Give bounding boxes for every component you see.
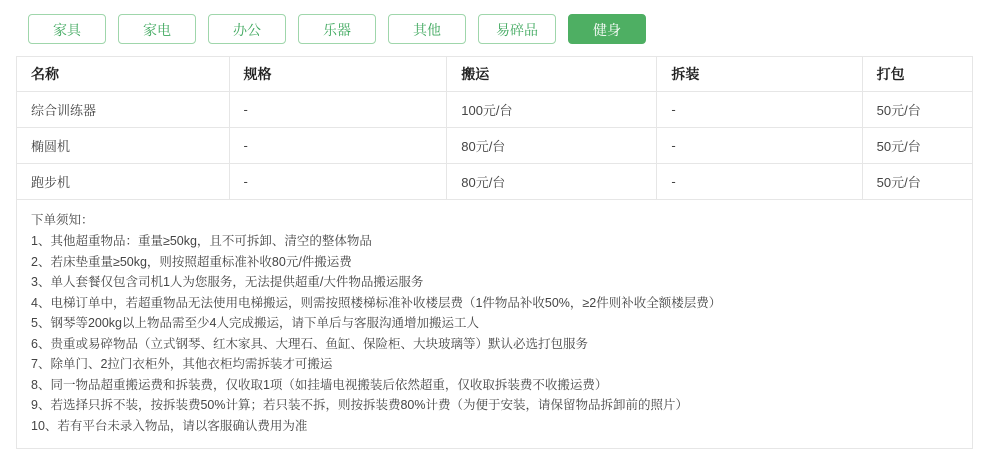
order-note-line-2: 2、若床垫重量≥50kg，则按照超重标准补收80元/件搬运费 xyxy=(31,252,958,273)
table-cell-1-4: 50元/台 xyxy=(862,127,972,163)
category-tab-2[interactable]: 办公 xyxy=(208,14,286,44)
table-cell-2-4: 50元/台 xyxy=(862,163,972,199)
column-header-1: 规格 xyxy=(229,57,447,91)
table-row xyxy=(17,163,972,199)
order-note-line-7: 7、除单门、2拉门衣柜外，其他衣柜均需拆装才可搬运 xyxy=(31,354,958,375)
table-cell-1-3: - xyxy=(657,127,862,163)
price-table-body xyxy=(17,91,972,199)
order-note-line-8: 8、同一物品超重搬运费和拆装费，仅收取1项（如挂墙电视搬装后依然超重，仅收取拆装费不收搬运费） xyxy=(31,375,958,396)
order-note-line-4: 4、电梯订单中，若超重物品无法使用电梯搬运，则需按照楼梯标准补收楼层费（1件物品补收50%，≥2件则补收全额楼层费） xyxy=(31,293,958,314)
category-tab-1[interactable]: 家电 xyxy=(118,14,196,44)
order-note-line-3: 3、单人套餐仅包含司机1人为您服务，无法提供超重/大件物品搬运服务 xyxy=(31,272,958,293)
order-note-line-5: 5、钢琴等200kg以上物品需至少4人完成搬运，请下单后与客服沟通增加搬运工人 xyxy=(31,313,958,334)
table-cell-2-3: - xyxy=(657,163,862,199)
category-tab-bar xyxy=(0,0,989,56)
column-header-2: 搬运 xyxy=(447,57,657,91)
order-note-line-9: 9、若选择只拆不装，按拆装费50%计算；若只装不拆，则按拆装费80%计费（为便于安装，请保留物品拆卸前的照片） xyxy=(31,395,958,416)
price-table-container xyxy=(16,56,973,200)
table-row xyxy=(17,91,972,127)
category-tab-0[interactable]: 家具 xyxy=(28,14,106,44)
category-tab-3[interactable]: 乐器 xyxy=(298,14,376,44)
column-header-0: 名称 xyxy=(17,57,229,91)
column-header-3: 拆装 xyxy=(657,57,862,91)
table-cell-0-3: - xyxy=(657,91,862,127)
column-header-4: 打包 xyxy=(862,57,972,91)
category-tab-4[interactable]: 其他 xyxy=(388,14,466,44)
table-cell-1-0: 椭圆机 xyxy=(17,127,229,163)
order-note-line-6: 6、贵重或易碎物品（立式钢琴、红木家具、大理石、鱼缸、保险柜、大块玻璃等）默认必选打包服务 xyxy=(31,334,958,355)
price-table xyxy=(17,57,972,200)
category-tab-6[interactable]: 健身 xyxy=(568,14,646,44)
table-cell-0-2: 100元/台 xyxy=(447,91,657,127)
table-row xyxy=(17,127,972,163)
order-note-line-10: 10、若有平台未录入物品，请以客服确认费用为准 xyxy=(31,416,958,437)
table-header-row xyxy=(17,57,972,91)
table-cell-0-1: - xyxy=(229,91,447,127)
table-cell-2-1: - xyxy=(229,163,447,199)
table-cell-2-2: 80元/台 xyxy=(447,163,657,199)
order-notes-title: 下单须知： xyxy=(31,210,958,231)
order-notes xyxy=(16,200,973,449)
table-cell-0-0: 综合训练器 xyxy=(17,91,229,127)
price-table-head xyxy=(17,57,972,91)
table-cell-2-0: 跑步机 xyxy=(17,163,229,199)
table-cell-1-1: - xyxy=(229,127,447,163)
category-tab-5[interactable]: 易碎品 xyxy=(478,14,556,44)
order-note-line-1: 1、其他超重物品：重量≥50kg，且不可拆卸、清空的整体物品 xyxy=(31,231,958,252)
table-cell-1-2: 80元/台 xyxy=(447,127,657,163)
table-cell-0-4: 50元/台 xyxy=(862,91,972,127)
